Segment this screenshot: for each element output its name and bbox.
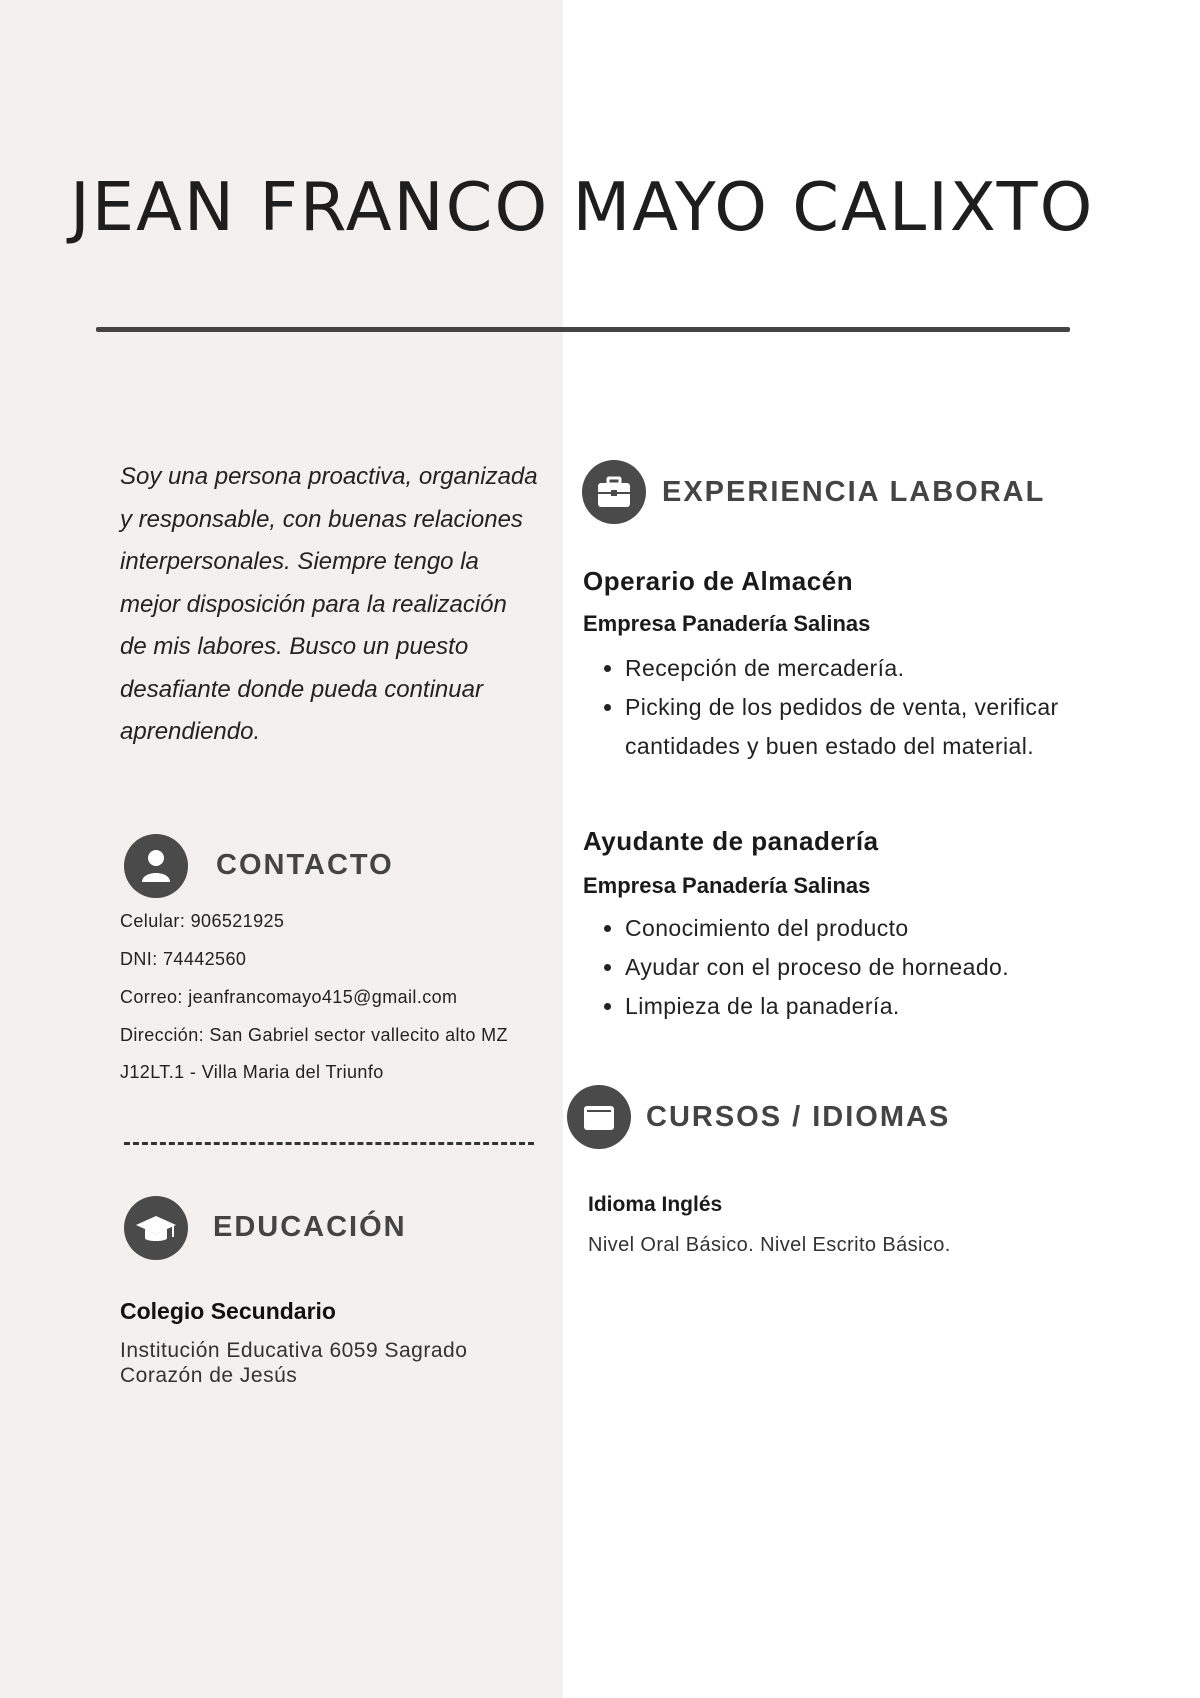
contact-section-title: CONTACTO [216, 849, 394, 881]
job-duty: • Picking de los pedidos de venta, verificar cantidades y buen estado del material. [625, 688, 1123, 766]
contact-email: Correo: jeanfrancomayo415@gmail.com [120, 987, 458, 1007]
course-detail: Nivel Oral Básico. Nivel Escrito Básico. [588, 1234, 951, 1256]
education-school-type: Colegio Secundario [120, 1298, 336, 1324]
job-duty: • Ayudar con el proceso de horneado. [625, 948, 1123, 987]
briefcase-icon [582, 460, 646, 524]
experience-section-title: EXPERIENCIA LABORAL [662, 476, 1046, 508]
job-entry [583, 566, 1123, 766]
job-duties [583, 909, 1123, 1026]
person-icon [124, 834, 188, 898]
contact-dni: DNI: 74442560 [120, 949, 247, 969]
contact-phone: Celular: 906521925 [120, 911, 285, 931]
job-duties [583, 649, 1123, 766]
course-title: Idioma Inglés [588, 1193, 723, 1216]
contact-address-line2: J12LT.1 - Villa Maria del Triunfo [120, 1062, 384, 1082]
name-divider [96, 327, 1070, 332]
candidate-name: JEAN FRANCO MAYO CALIXTO [70, 168, 1095, 246]
job-title: Ayudante de panadería [583, 826, 879, 856]
job-company: Empresa Panadería Salinas [583, 611, 871, 636]
job-entry [583, 826, 1123, 1026]
job-company: Empresa Panadería Salinas [583, 873, 871, 898]
contact-address-line1: Dirección: San Gabriel sector vallecito alto MZ [120, 1025, 508, 1045]
education-institution: Institución Educativa 6059 Sagrado Corazón de Jesús [120, 1339, 468, 1387]
graduation-cap-icon [124, 1196, 188, 1260]
contact-divider [124, 1142, 534, 1145]
profile-summary: Soy una persona proactiva, organizada y responsable, con buenas relaciones interpersonales. Siempre tengo la mejor disposición para la realización de mis labores. Busco un puesto desafiante donde pueda continuar aprendiendo. [120, 463, 538, 745]
job-duty: • Conocimiento del producto [625, 909, 1123, 948]
job-duty: • Recepción de mercadería. [625, 649, 1123, 688]
education-section-title: EDUCACIÓN [213, 1211, 407, 1243]
courses-section-title: CURSOS / IDIOMAS [646, 1101, 951, 1133]
folder-icon [567, 1085, 631, 1149]
job-title: Operario de Almacén [583, 566, 854, 596]
job-duty: • Limpieza de la panadería. [625, 987, 1123, 1026]
